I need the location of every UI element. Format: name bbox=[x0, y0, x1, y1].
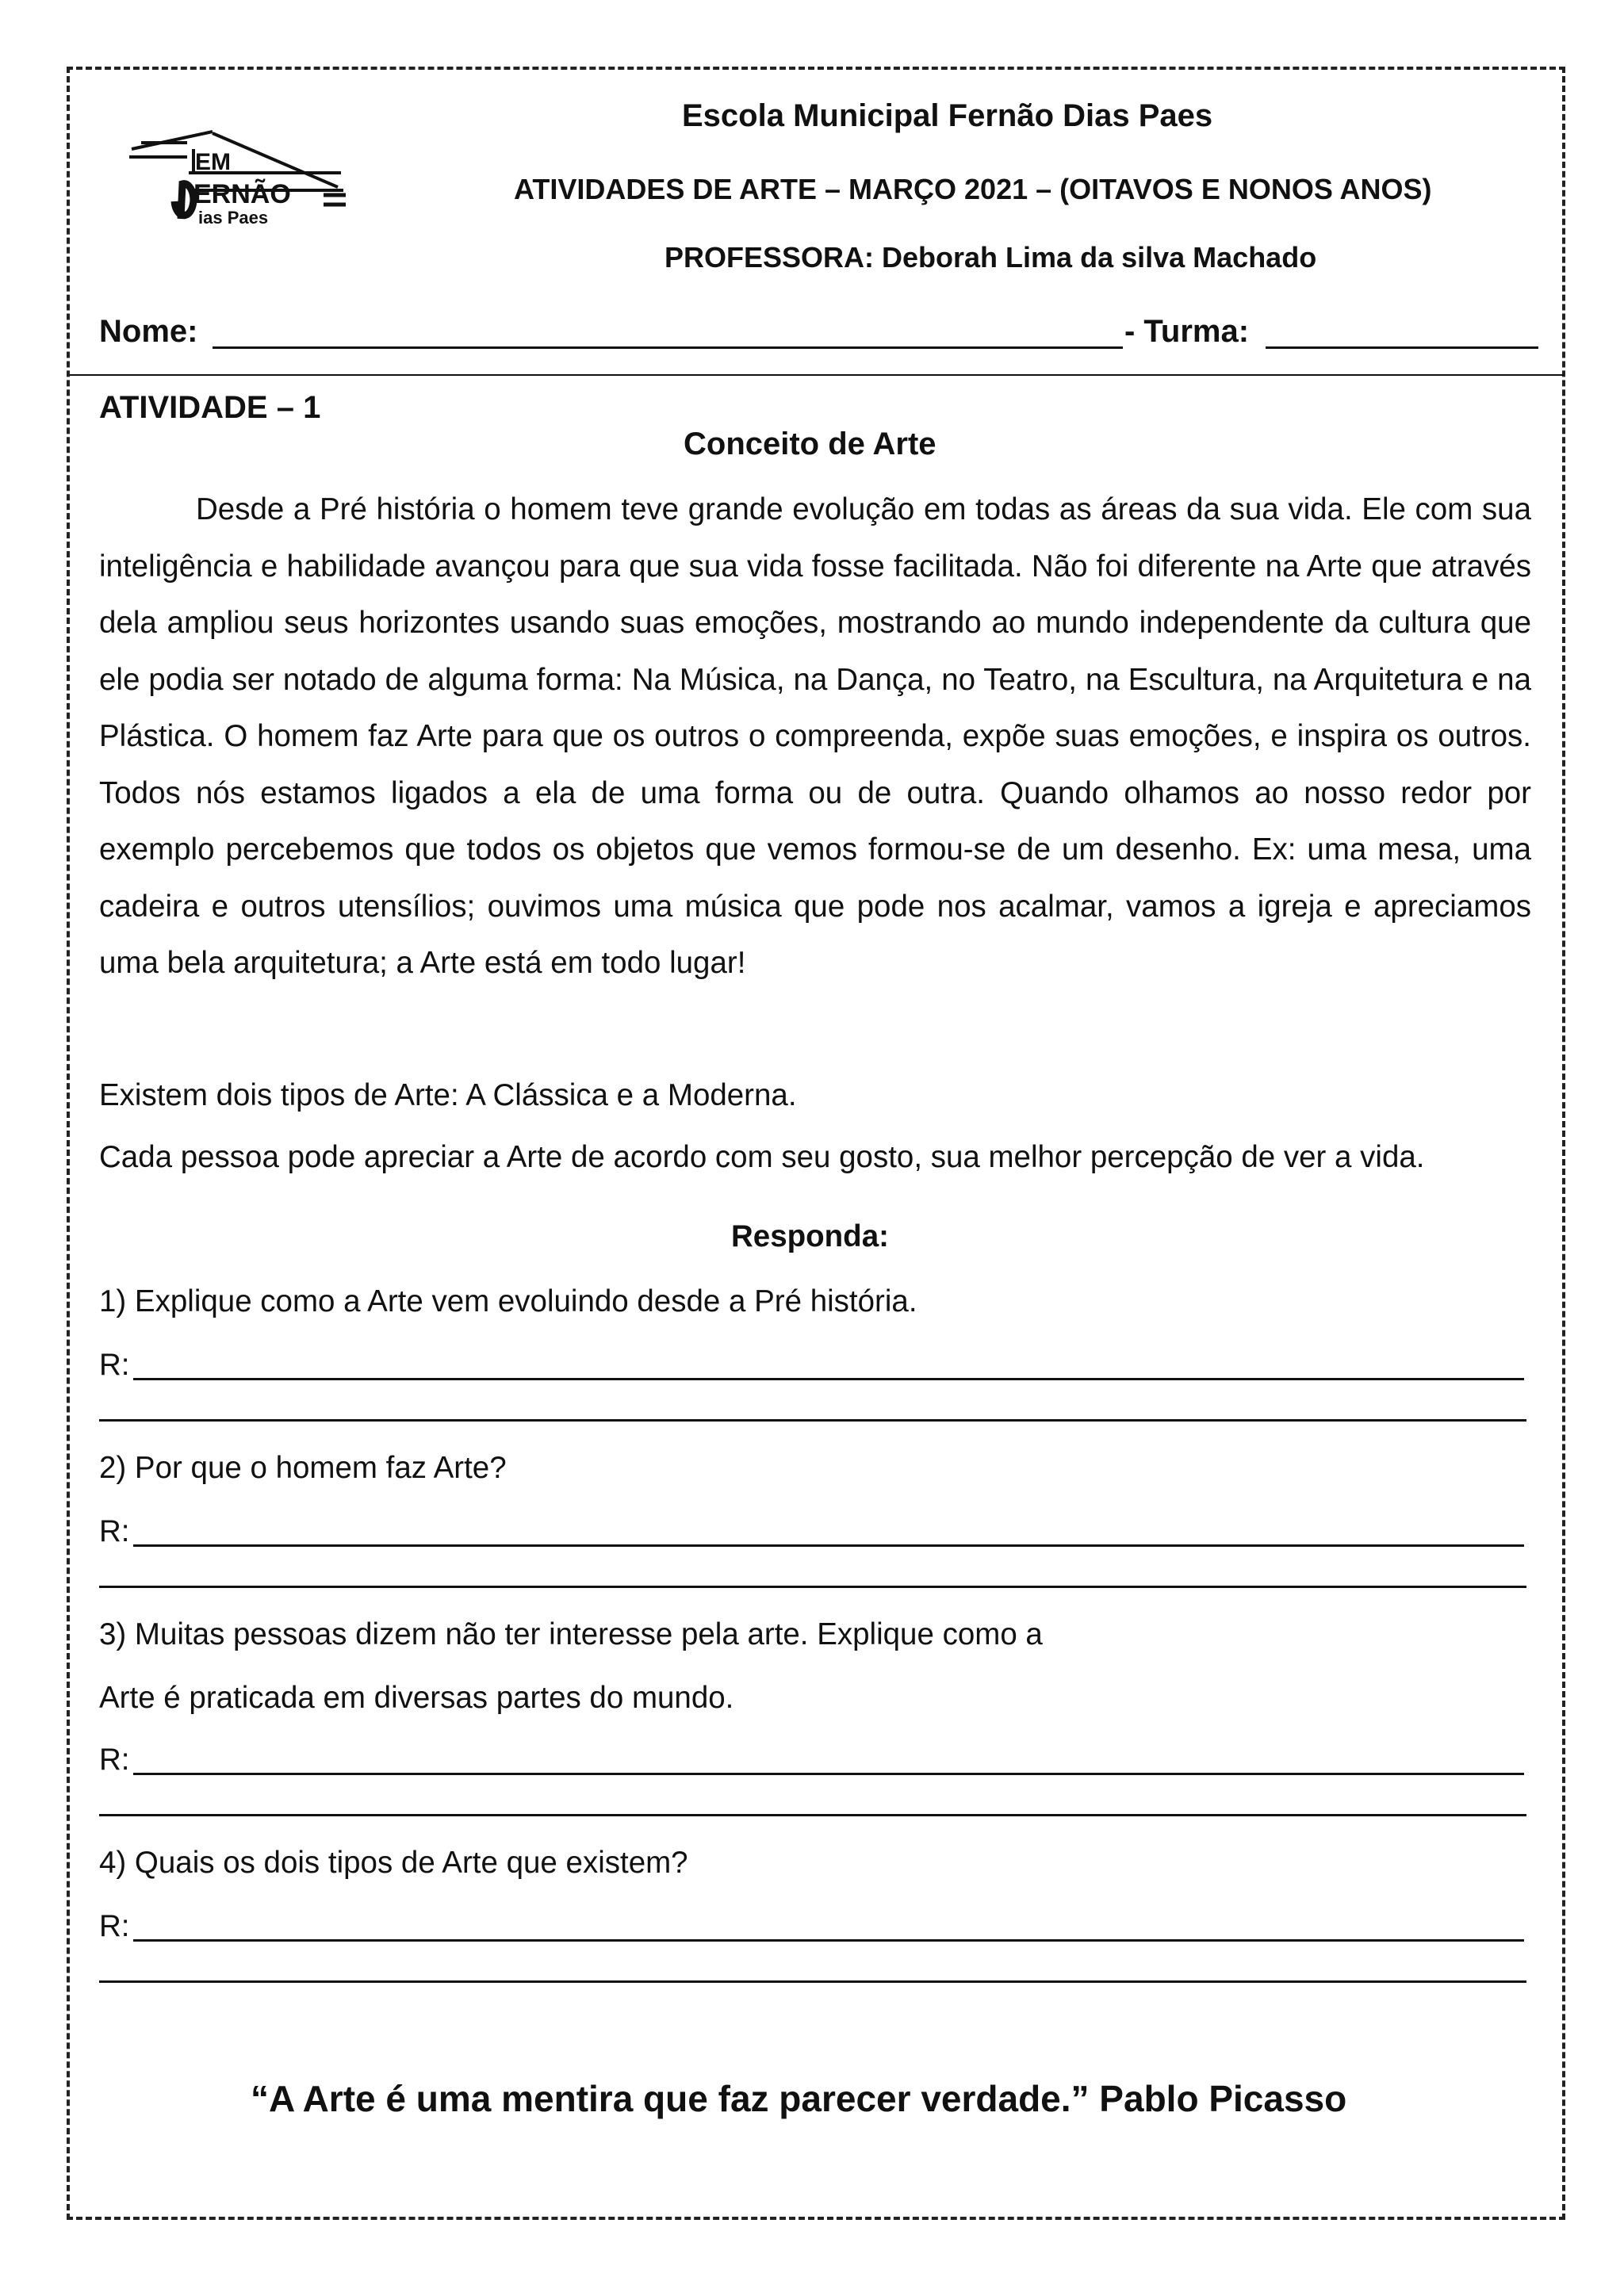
body-paragraph bbox=[99, 481, 1531, 992]
answer-1-line-2[interactable] bbox=[99, 1419, 1526, 1422]
school-name: Escola Municipal Fernão Dias Paes bbox=[682, 98, 1213, 133]
header-divider bbox=[70, 374, 1564, 376]
name-field-line[interactable] bbox=[213, 346, 1123, 349]
class-label: - Turma: bbox=[1124, 314, 1250, 349]
logo-text-dias-paes: ias Paes bbox=[198, 208, 269, 228]
question-4: 4) Quais os dois tipos de Arte que existem? bbox=[99, 1846, 688, 1880]
answer-2-prefix: R: bbox=[99, 1514, 130, 1548]
logo-text-fernao: ERNÃO bbox=[193, 179, 291, 209]
answer-3-prefix: R: bbox=[99, 1743, 130, 1777]
answer-3-line-1[interactable] bbox=[133, 1773, 1524, 1775]
questions-heading: Responda: bbox=[731, 1219, 889, 1253]
logo-text-em: EM bbox=[195, 149, 231, 175]
answer-1-line-1[interactable] bbox=[133, 1378, 1524, 1380]
name-label: Nome: bbox=[99, 314, 198, 349]
answer-1-prefix: R: bbox=[99, 1348, 130, 1382]
art-types-statement: Existem dois tipos de Arte: A Clássica e a Moderna. bbox=[99, 1078, 797, 1112]
teacher-name: PROFESSORA: Deborah Lima da silva Machado bbox=[665, 241, 1317, 274]
question-3-line-2: Arte é praticada em diversas partes do mundo. bbox=[99, 1681, 734, 1715]
activity-label: ATIVIDADE – 1 bbox=[99, 390, 321, 425]
question-3-line-1: 3) Muitas pessoas dizem não ter interesse pela arte. Explique como a bbox=[99, 1617, 1043, 1651]
question-1: 1) Explique como a Arte vem evoluindo desde a Pré história. bbox=[99, 1284, 917, 1318]
answer-4-line-2[interactable] bbox=[99, 1980, 1526, 1983]
body-paragraph-text: Desde a Pré história o homem teve grande evolução em todas as áreas da sua vida. Ele com sua inteligência e habilidade avançou para que sua vida fosse facilitada. Não foi diferente na Arte que através dela ampliou seus horizontes usando suas emoções, mostrando ao mundo independente da cultura que ele podia ser notado de alguma forma: Na Música, na Dança, no Teatro, na Escultura, na Arquitetura e na Plástica. O homem faz Arte para que os outros o compreenda, expõe suas emoções, e inspira os outros. Todos nós estamos ligados a ela de uma forma ou de outra. Quando olhamos ao nosso redor por exemplo percebemos que todos os objetos que vemos formou-se de um desenho. Ex: uma mesa, uma cadeira e outros utensílios; ouvimos uma música que pode nos acalmar, vamos a igreja e apreciamos uma bela arquitetura; a Arte está em todo lugar! bbox=[99, 492, 1531, 980]
question-2: 2) Por que o homem faz Arte? bbox=[99, 1451, 507, 1485]
answer-2-line-1[interactable] bbox=[133, 1544, 1524, 1547]
class-field-line[interactable] bbox=[1266, 346, 1538, 349]
activity-title: Conceito de Arte bbox=[684, 427, 936, 461]
answer-2-line-2[interactable] bbox=[99, 1586, 1526, 1588]
activity-subtitle: ATIVIDADES DE ARTE – MARÇO 2021 – (OITAVOS E NONOS ANOS) bbox=[514, 173, 1432, 205]
picasso-quote: “A Arte é uma mentira que faz parecer verdade.” Pablo Picasso bbox=[251, 2078, 1347, 2119]
school-logo bbox=[125, 125, 349, 228]
answer-4-prefix: R: bbox=[99, 1909, 130, 1943]
answer-4-line-1[interactable] bbox=[133, 1939, 1524, 1942]
answer-3-line-2[interactable] bbox=[99, 1814, 1526, 1816]
appreciation-statement: Cada pessoa pode apreciar a Arte de acordo com seu gosto, sua melhor percepção de ver a vida. bbox=[99, 1140, 1425, 1174]
